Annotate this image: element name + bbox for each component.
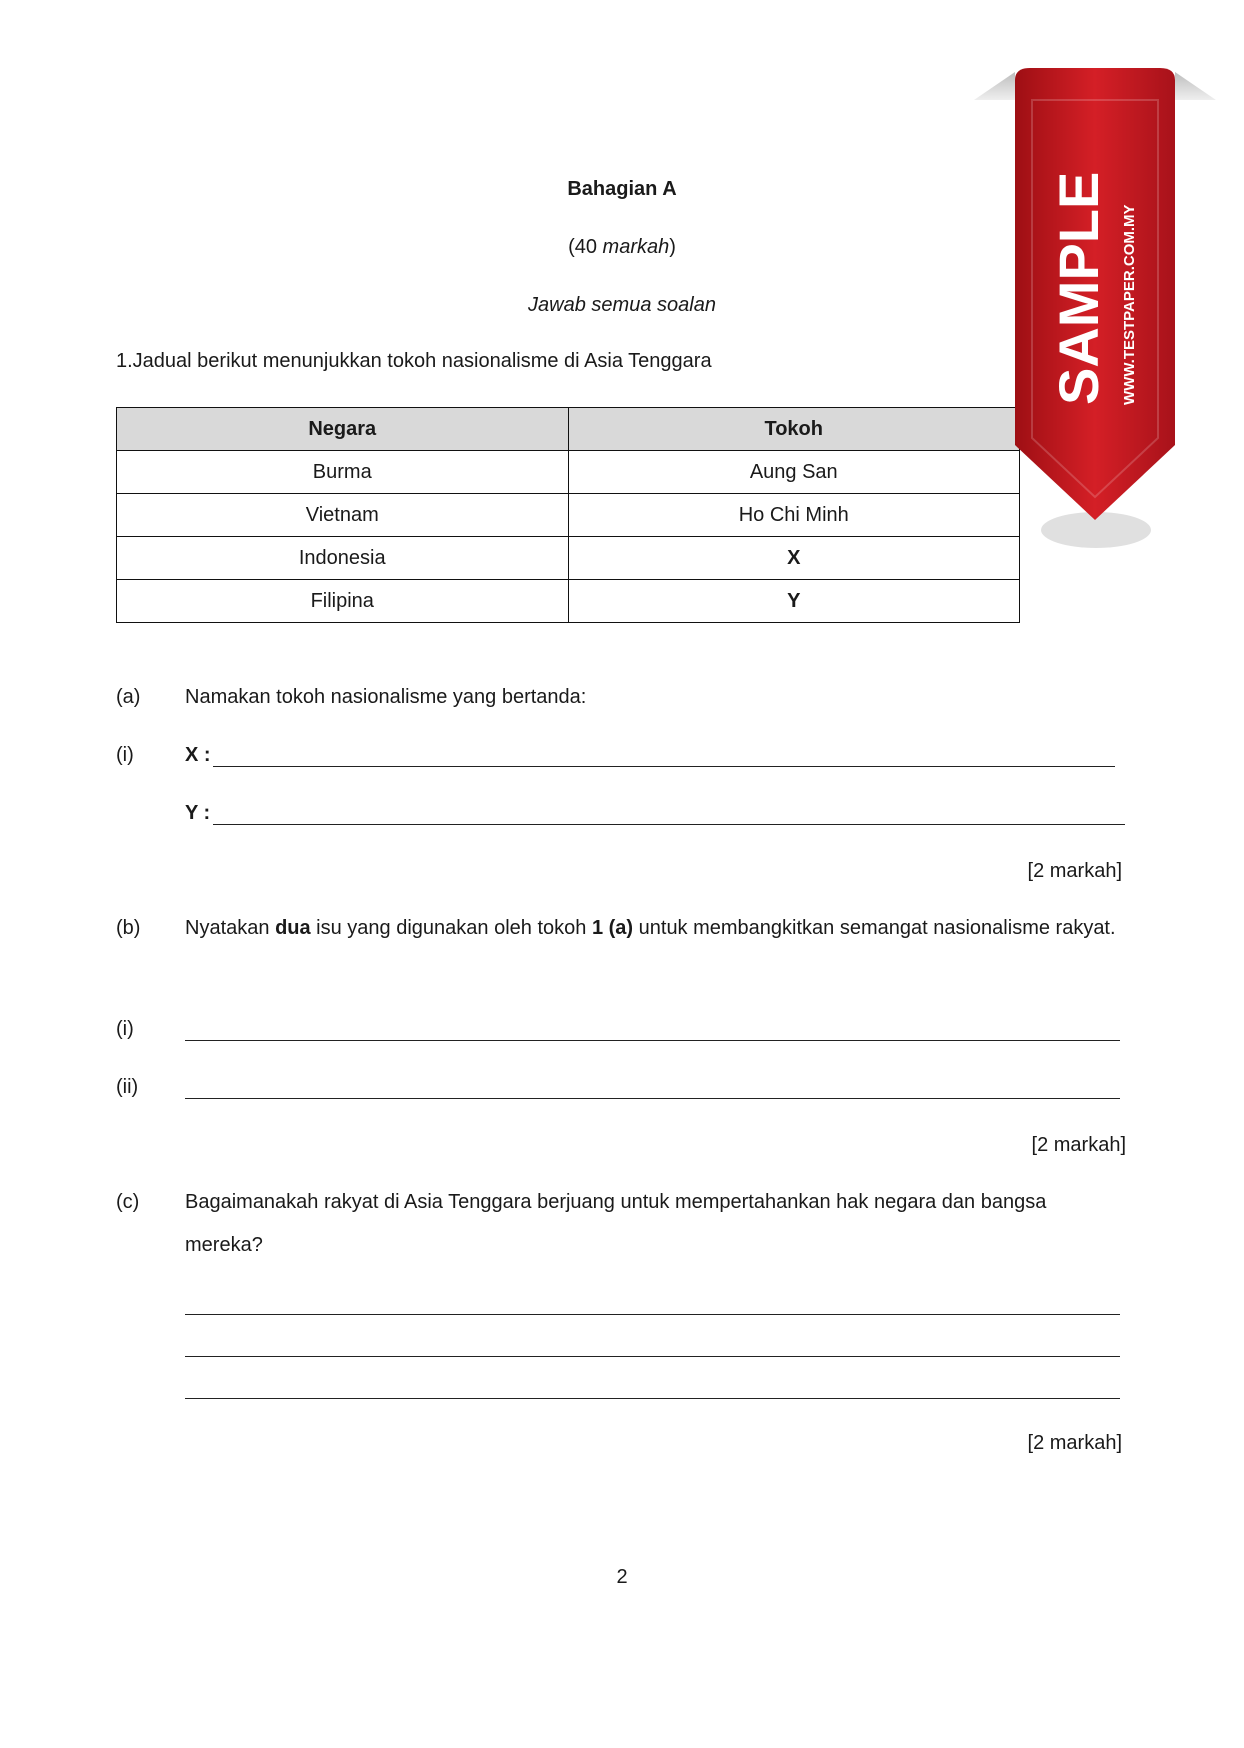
table-cell-country: Indonesia xyxy=(117,537,569,580)
table-row xyxy=(117,580,1020,623)
part-b-answer-line-2[interactable] xyxy=(185,1098,1120,1099)
table-cell-country: Filipina xyxy=(117,580,569,623)
part-a-label: (a) xyxy=(116,686,141,708)
part-b-text: Nyatakan dua isu yang digunakan oleh tokoh 1 (a) untuk membangkitkan semangat nasionalisme rakyat. xyxy=(185,917,1116,939)
ribbon-title: SAMPLE xyxy=(1047,171,1110,405)
answer-y-label: Y : xyxy=(185,802,211,824)
part-a-sub-label: (i) xyxy=(116,744,134,766)
part-b-marks: [2 markah] xyxy=(1031,1134,1126,1156)
nationalist-table xyxy=(116,407,1020,623)
ribbon-fold-left xyxy=(974,72,1015,100)
part-a-marks: [2 markah] xyxy=(1027,860,1122,882)
table-cell-country: Vietnam xyxy=(117,494,569,537)
table-cell-figure: Y xyxy=(568,580,1020,623)
instruction: Jawab semua soalan xyxy=(528,294,716,316)
part-b-item1-label: (i) xyxy=(116,1018,134,1040)
table-header-row xyxy=(117,408,1020,451)
ribbon-fold-right xyxy=(1175,72,1216,100)
ribbon-url: WWW.TESTPAPER.COM.MY xyxy=(1121,204,1138,405)
answer-x-label: X : xyxy=(185,744,211,766)
table-cell-figure: Ho Chi Minh xyxy=(568,494,1020,537)
sample-ribbon-watermark xyxy=(970,60,1220,580)
table-row xyxy=(117,537,1020,580)
page-number: 2 xyxy=(616,1566,628,1588)
part-c-answer-line-1[interactable] xyxy=(185,1314,1120,1315)
section-title: Bahagian A xyxy=(567,178,677,200)
table-cell-figure: X xyxy=(568,537,1020,580)
table-row xyxy=(117,494,1020,537)
part-c-answer-line-3[interactable] xyxy=(185,1398,1120,1399)
question-intro: 1.Jadual berikut menunjukkan tokoh nasionalisme di Asia Tenggara xyxy=(116,350,712,372)
part-c-answer-line-2[interactable] xyxy=(185,1356,1120,1357)
column-header-negara: Negara xyxy=(117,408,569,451)
answer-x-line[interactable] xyxy=(213,766,1115,767)
part-b-item2-label: (ii) xyxy=(116,1076,139,1098)
part-b-answer-line-1[interactable] xyxy=(185,1040,1120,1041)
part-c-label: (c) xyxy=(116,1191,140,1213)
table-cell-country: Burma xyxy=(117,451,569,494)
part-b-label: (b) xyxy=(116,917,141,939)
answer-y-line[interactable] xyxy=(213,824,1125,825)
table-row xyxy=(117,451,1020,494)
part-a-text: Namakan tokoh nasionalisme yang bertanda: xyxy=(185,686,587,708)
table-cell-figure: Aung San xyxy=(568,451,1020,494)
column-header-tokoh: Tokoh xyxy=(568,408,1020,451)
part-c-marks: [2 markah] xyxy=(1027,1432,1122,1454)
part-c-text: Bagaimanakah rakyat di Asia Tenggara berjuang untuk mempertahankan hak negara dan bangsa mereka? xyxy=(185,1191,1047,1256)
total-marks: (40 markah) xyxy=(568,236,676,258)
